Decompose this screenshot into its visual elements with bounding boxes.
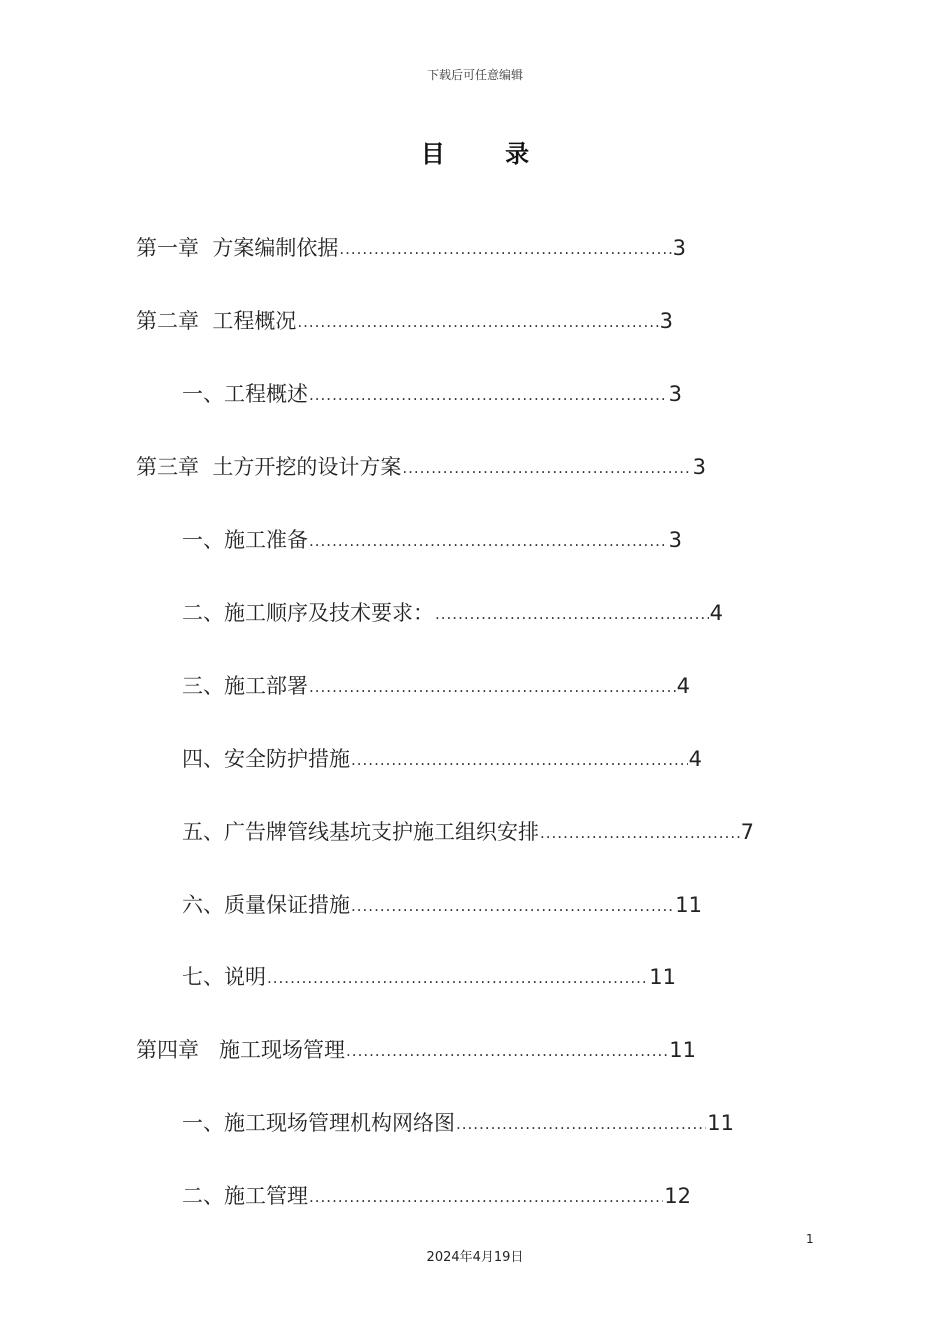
toc-entry-label: 一、施工准备 <box>182 528 308 552</box>
toc-leader-dots <box>309 530 668 552</box>
toc-entry-label: 二、施工管理 <box>182 1184 308 1208</box>
toc-entry-label: 第四章 施工现场管理 <box>136 1038 346 1062</box>
toc-leader-dots <box>309 676 676 698</box>
toc-entry-label: 第三章 土方开挖的设计方案 <box>136 455 402 479</box>
toc-entry-page: 3 <box>659 309 673 333</box>
toc-entry-label: 五、广告牌管线基坑支护施工组织安排 <box>182 820 539 844</box>
toc-entry[interactable] <box>182 379 682 409</box>
toc-entry-page: 4 <box>676 674 690 698</box>
page-number: 1 <box>806 1232 814 1246</box>
toc-entry-page: 11 <box>675 893 702 917</box>
toc-entry-page: 3 <box>668 528 682 552</box>
toc-entry[interactable] <box>182 890 702 920</box>
toc-entry-page: 7 <box>740 820 754 844</box>
toc-entry-label: 七、说明 <box>182 965 266 989</box>
footer-date: 2024年4月19日 <box>426 1250 524 1265</box>
toc-entry-page: 3 <box>668 382 682 406</box>
toc-leader-dots <box>540 822 740 844</box>
toc-entry-page: 4 <box>688 747 702 771</box>
toc-leader-dots <box>339 238 671 260</box>
toc-leader-dots <box>435 603 709 625</box>
toc-entry-label: 二、施工顺序及技术要求： <box>182 601 434 625</box>
toc-entry-page: 11 <box>707 1111 734 1135</box>
toc-entry-label: 第一章 方案编制依据 <box>136 236 339 260</box>
toc-entry-label: 第二章 工程概况 <box>136 309 297 333</box>
toc-entry-label: 一、施工现场管理机构网络图 <box>182 1111 455 1135</box>
page-header: 下载后可任意编辑 <box>426 68 523 82</box>
toc-entry[interactable] <box>136 306 673 336</box>
toc-leader-dots <box>456 1113 706 1135</box>
toc-entry[interactable] <box>182 525 682 555</box>
toc-entry-page: 3 <box>672 236 686 260</box>
toc-entry[interactable] <box>136 1035 696 1065</box>
toc-entry[interactable] <box>182 598 723 628</box>
page-title: 目 录 <box>420 140 556 168</box>
toc-entry-page: 11 <box>649 965 676 989</box>
toc-leader-dots <box>351 895 674 917</box>
toc-entry[interactable] <box>182 1108 734 1138</box>
toc-entry-page: 11 <box>669 1038 696 1062</box>
toc-entry-page: 3 <box>692 455 706 479</box>
toc-entry-label: 四、安全防护措施 <box>182 747 350 771</box>
toc-entry[interactable] <box>182 671 690 701</box>
toc-leader-dots <box>297 311 658 333</box>
toc-entry[interactable] <box>182 1181 691 1211</box>
toc-entry[interactable] <box>182 817 754 847</box>
toc-entry-label: 三、施工部署 <box>182 674 308 698</box>
toc-entry[interactable] <box>182 962 676 992</box>
toc-entry[interactable] <box>182 744 702 774</box>
toc-leader-dots <box>267 967 648 989</box>
toc-leader-dots <box>351 749 688 771</box>
toc-leader-dots <box>402 457 691 479</box>
toc-entry-label: 六、质量保证措施 <box>182 893 350 917</box>
toc-entry[interactable] <box>136 233 686 263</box>
toc-leader-dots <box>346 1040 668 1062</box>
toc-leader-dots <box>309 384 668 406</box>
toc-entry-page: 12 <box>664 1184 691 1208</box>
toc-entry[interactable] <box>136 452 706 482</box>
toc-entry-page: 4 <box>709 601 723 625</box>
toc-entry-label: 一、工程概述 <box>182 382 308 406</box>
toc-leader-dots <box>309 1186 663 1208</box>
